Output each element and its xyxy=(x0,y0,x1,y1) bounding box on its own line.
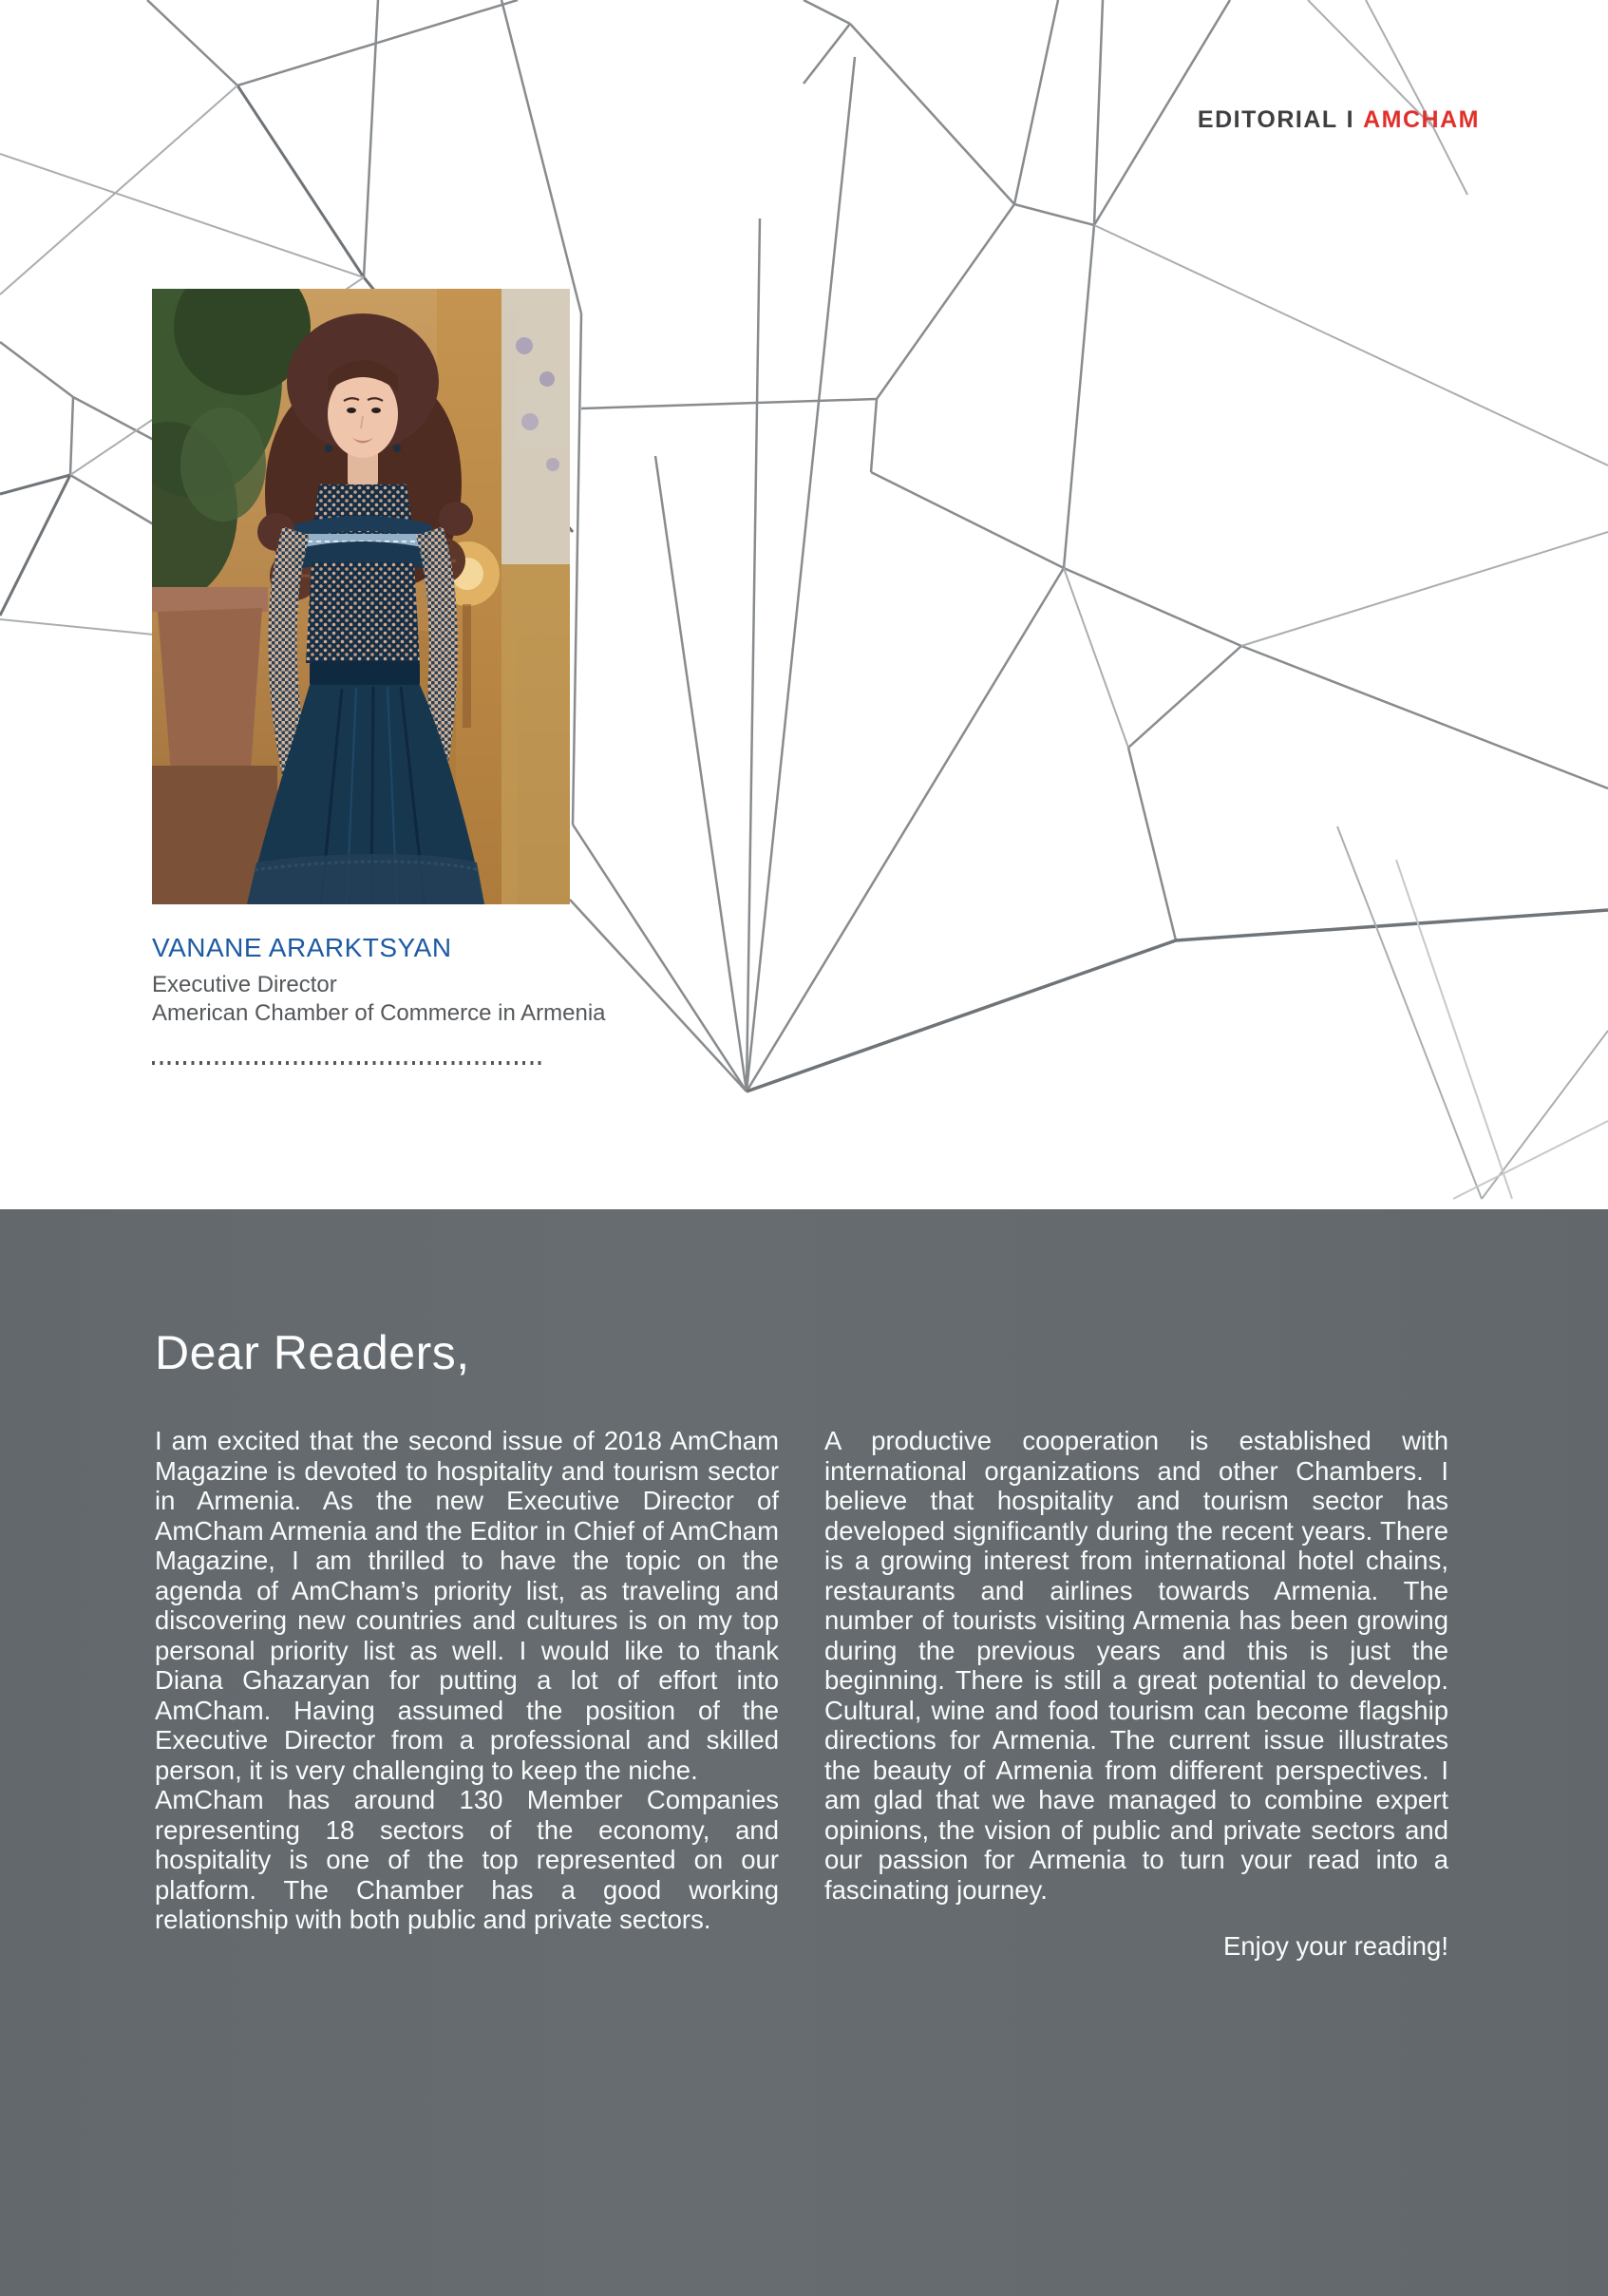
letter-closing: Enjoy your reading! xyxy=(1223,1931,1448,1961)
letter-paragraph: AmCham has around 130 Member Companies representing 18 sectors of the economy, and hospitality is one of the top represented on our platform. The Chamber has a good working relationship with both public and private sectors. xyxy=(155,1785,779,1934)
letter-paragraph: I am excited that the second issue of 2018 AmCham Magazine is devoted to hospitality and tourism sector in Armenia. As the new Executive Director of AmCham Armenia and the Editor in Chief of AmCham Magazine, I am thrilled to have the topic on the agenda of AmCham’s priority list, as traveling and discovering new countries and cultures is on my top personal priority list as well. I would like to thank Diana Ghazaryan for putting a lot of effort into AmCham. Having assumed the position of the Executive Director from a professional and skilled person, it is very challenging to keep the niche. xyxy=(155,1426,779,1785)
author-organization: American Chamber of Commerce in Armenia xyxy=(152,1000,606,1026)
letter-columns xyxy=(155,1426,1448,1962)
letter-paragraph: A productive cooperation is established with international organizations and other Chambers. I believe that hospitality and tourism sector has developed significantly during the recent years. There is a growing interest from international hotel chains, restaurants and airlines towards Armenia. The number of tourists visiting Armenia has been growing during the previous years and this is just the beginning. There is still a great potential to develop. Cultural, wine and food tourism can become flagship directions for Armenia. The current issue illustrates the beauty of Armenia from different perspectives. I am glad that we have managed to combine expert opinions, the vision of public and private sectors and our passion for Armenia to turn your read into a fascinating journey. xyxy=(824,1426,1448,1905)
kicker-separator: I xyxy=(1346,106,1355,133)
kicker-section-label: EDITORIAL xyxy=(1197,106,1338,133)
page-kicker xyxy=(1198,106,1480,134)
author-caption xyxy=(152,933,606,1028)
letter-column-left xyxy=(155,1426,779,1962)
letter-heading: Dear Readers, xyxy=(155,1326,470,1379)
author-photo xyxy=(152,289,570,904)
author-name: VANANE ARARKTSYAN xyxy=(152,933,452,962)
kicker-brand-label: AMCHAM xyxy=(1363,106,1480,133)
dotted-divider xyxy=(152,1061,546,1065)
letter-panel xyxy=(0,1209,1608,2296)
letter-column-right xyxy=(824,1426,1448,1962)
letter-content xyxy=(155,1209,1448,1962)
author-title: Executive Director xyxy=(152,972,337,997)
